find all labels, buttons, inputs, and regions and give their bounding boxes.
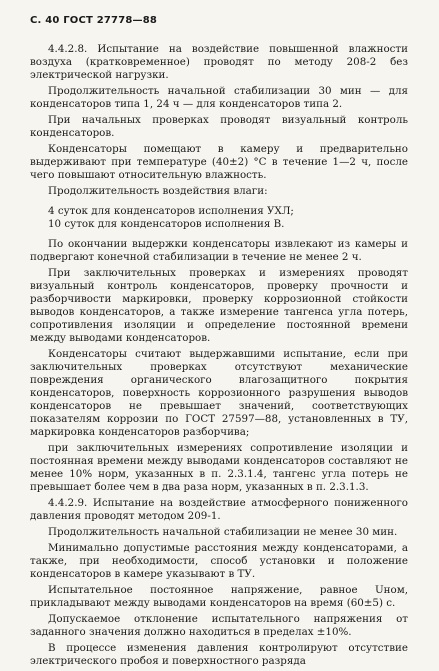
list-item-uhl: 4 суток для конденсаторов исполнения УХЛ; — [48, 205, 294, 217]
paragraph-final-measurements: при заключительных измерениях сопротивление изоляции и постоянная времени между выводами конденсаторов составляют не менее 10% норм, указанных в п. 2.3.1.4, тангенс угла потерь не превышает более чем в два раза норм, указанных в п. 2.3.1.3. — [30, 442, 408, 493]
document-body — [30, 43, 408, 671]
paragraph-test-voltage: Испытательное постоянное напряжение, равное Uном, прикладывают между выводами конденсаторов на время (60±5) с. — [30, 584, 408, 609]
list-item-v: 10 суток для конденсаторов исполнения В. — [48, 218, 285, 230]
paragraph-4-4-2-8: 4.4.2.8. Испытание на воздействие повышенной влажности воздуха (кратковременное) проводят по методу 208-2 без электрической нагрузки. — [30, 43, 408, 81]
paragraph-exposure-end: По окончании выдержки конденсаторы извлекают из камеры и подвергают конечной стабилизации в течение не менее 2 ч. — [30, 238, 408, 263]
paragraph-final-checks: При заключительных проверках и измерениях проводят визуальный контроль конденсаторов, проверку прочности и разборчивости маркировки, проверку коррозионной стойкости выводов конденсаторов, а также измерение тангенса угла потерь, сопротивления изоляции и определение постоянной времени между выводами конденсаторов. — [30, 267, 408, 344]
paragraph-voltage-deviation: Допускаемое отклонение испытательного напряжения от заданного значения должно находиться в пределах ±10%. — [30, 613, 408, 638]
paragraph-4-4-2-9: 4.4.2.9. Испытание на воздействие атмосферного пониженного давления проводят методом 209-1. — [30, 497, 408, 522]
paragraph-initial-checks: При начальных проверках проводят визуальный контроль конденсаторов. — [30, 114, 408, 139]
paragraph-chamber: Конденсаторы помещают в камеру и предварительно выдерживают при температуре (40±2) °С в течение 1—2 ч, после чего повышают относительную влажность. — [30, 143, 408, 181]
paragraph-stabilization-30: Продолжительность начальной стабилизации не менее 30 мин. — [48, 526, 398, 538]
page-header: С. 40 ГОСТ 27778—88 — [30, 15, 158, 26]
paragraph-distances: Минимально допустимые расстояния между конденсаторами, а также, при необходимости, способ установки и положение конденсаторов в камере указывают в ТУ. — [30, 542, 408, 580]
paragraph-moisture-duration: Продолжительность воздействия влаги: — [48, 185, 268, 197]
paragraph-pressure-control: В процессе изменения давления контролируют отсутствие электрического пробоя и поверхностного разряда — [30, 642, 408, 667]
paragraph-pass-criteria: Конденсаторы считают выдержавшими испытание, если при заключительных проверках отсутствуют механические повреждения органического влагозащитного покрытия конденсаторов, поверхность коррозионного разрушения выводов конденсаторов не превышает значений, соответствующих показателям коррозии по ГОСТ 27597—88, установленных в ТУ, маркировка конденсаторов разборчива; — [30, 348, 408, 438]
paragraph-stabilization: Продолжительность начальной стабилизации 30 мин — для конденсаторов типа 1, 24 ч — для конденсаторов типа 2. — [30, 85, 408, 110]
